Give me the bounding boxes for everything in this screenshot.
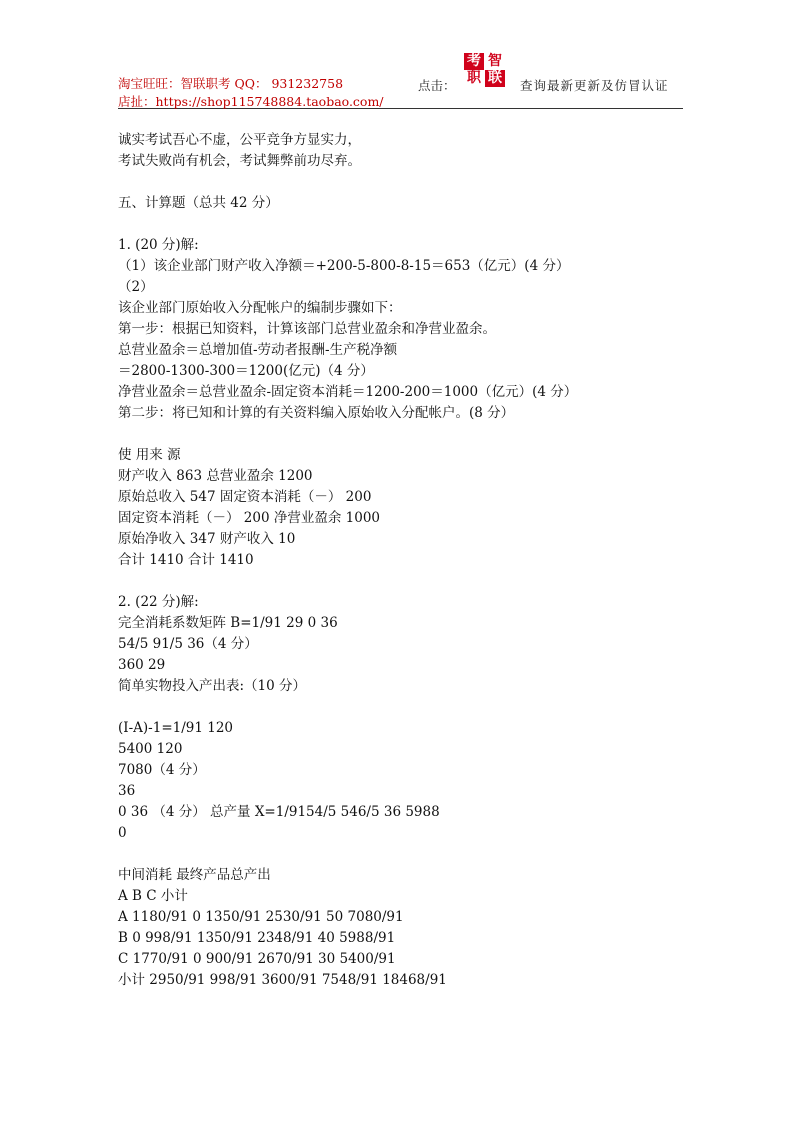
document-body [118, 130, 718, 991]
text-line: 1. (20 分)解: [118, 237, 199, 253]
text-line: 0 36 （4 分） 总产量 X=1/9154/5 546/5 36 5988 [118, 804, 440, 820]
text-line: 完全消耗系数矩阵 B=1/91 29 0 36 [118, 615, 338, 631]
blank-line [118, 424, 718, 445]
text-line: 中间消耗 最终产品总产出 [118, 867, 271, 883]
verify-link[interactable]: 查询最新更新及仿冒认证 [520, 78, 669, 93]
shop-url-link[interactable]: 店扯：https://shop115748884.taobao.com/ [118, 94, 384, 109]
text-line: 5400 120 [118, 741, 183, 757]
text-line: 简单实物投入产出表:（10 分） [118, 678, 307, 694]
text-line: A B C 小计 [118, 888, 188, 904]
text-line: 原始总收入 547 固定资本消耗（－） 200 [118, 489, 372, 505]
text-line: （2） [118, 279, 154, 295]
logo-char-zhi: 智 [485, 53, 505, 70]
text-line: 第一步：根据已知资料，计算该部门总营业盈余和净营业盈余。 [118, 321, 496, 337]
text-line: 合计 1410 合计 1410 [118, 552, 254, 568]
text-line: 净营业盈余＝总营业盈余-固定资本消耗＝1200-200＝1000（亿元）(4 分） [118, 384, 578, 400]
click-label: 点击： [418, 78, 456, 93]
text-line: 7080（4 分） [118, 762, 206, 778]
text-line: 54/5 91/5 36（4 分） [118, 636, 258, 652]
logo-char-kao: 考 [464, 53, 484, 70]
text-line: B 0 998/91 1350/91 2348/91 40 5988/91 [118, 930, 396, 946]
text-line: 2. (22 分)解: [118, 594, 199, 610]
text-line: ＝2800-1300-300＝1200(亿元)（4 分） [118, 363, 374, 379]
logo-char-lian: 联 [485, 70, 505, 87]
logo-char-zhi2: 职 [464, 70, 484, 87]
text-line: A 1180/91 0 1350/91 2530/91 50 7080/91 [118, 909, 404, 925]
zhilian-logo[interactable] [464, 52, 506, 88]
text-line: 360 29 [118, 657, 166, 673]
blank-line [118, 697, 718, 718]
text-line: 0 [118, 825, 127, 841]
text-line: 36 [118, 783, 136, 799]
text-line: (I-A)-1=1/91 120 [118, 720, 234, 736]
text-line: 该企业部门原始收入分配帐户的编制步骤如下： [118, 300, 402, 316]
shop-contact-line: 淘宝旺旺：智联职考 QQ： 931232758 [118, 76, 344, 91]
blank-line [118, 844, 718, 865]
blank-line [118, 214, 718, 235]
blank-line [118, 571, 718, 592]
text-line: 小计 2950/91 998/91 3600/91 7548/91 18468/91 [118, 972, 447, 988]
text-line: 总营业盈余＝总增加值-劳动者报酬-生产税净额 [118, 342, 398, 358]
page-header [118, 52, 683, 109]
text-line: 固定资本消耗（－） 200 净营业盈余 1000 [118, 510, 380, 526]
text-line: 诚实考试吾心不虚，公平竞争方显实力， [118, 132, 361, 148]
blank-line [118, 172, 718, 193]
text-line: 考试失败尚有机会，考试舞弊前功尽弃。 [118, 153, 361, 169]
text-line: C 1770/91 0 900/91 2670/91 30 5400/91 [118, 951, 396, 967]
text-line: 原始净收入 347 财产收入 10 [118, 531, 296, 547]
text-line: 财产收入 863 总营业盈余 1200 [118, 468, 313, 484]
text-line: 五、计算题（总共 42 分） [118, 195, 279, 211]
text-line: （1）该企业部门财产收入净额＝+200-5-800-8-15＝653（亿元）(4 分） [118, 258, 570, 274]
text-line: 第二步：将已知和计算的有关资料编入原始收入分配帐户。(8 分） [118, 405, 515, 421]
text-line: 使 用来 源 [118, 447, 181, 463]
